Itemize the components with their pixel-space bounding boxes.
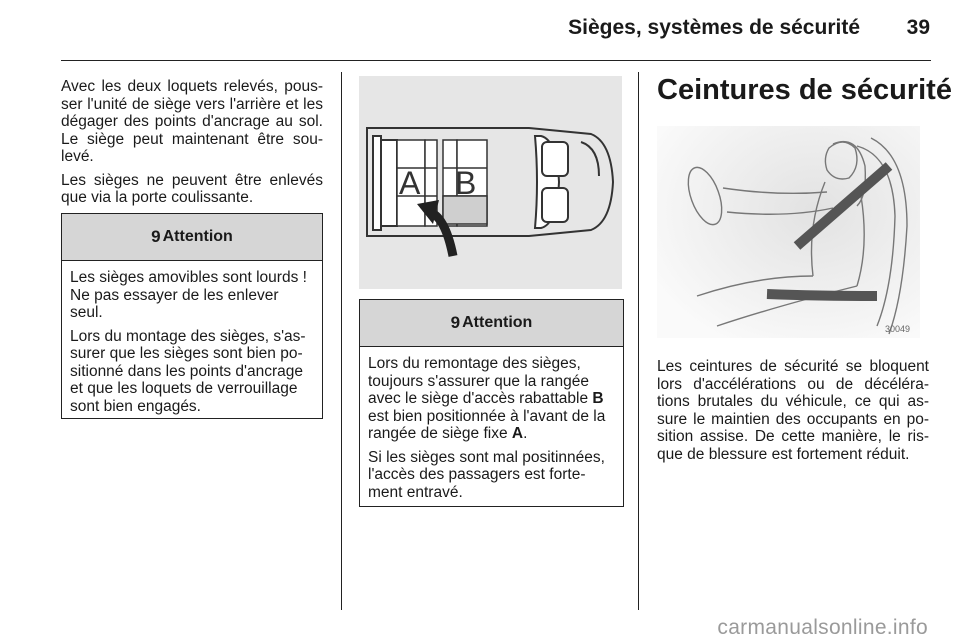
warning-text: Lors du remontage des sièges, toujours s'assurer que la rangée avec le siège d'accès rabattable xyxy=(368,355,593,407)
seat-layout-figure xyxy=(359,76,622,289)
warning-title: Attention xyxy=(162,228,233,245)
warning-icon: 9 xyxy=(151,227,161,246)
warning-header xyxy=(62,214,322,261)
section-title: Ceintures de sécurité xyxy=(657,74,952,106)
warning-icon: 9 xyxy=(450,313,461,332)
figure-code: 30049 xyxy=(885,324,911,334)
warning-paragraph: Lors du montage des sièges, s'as-surer que les sièges sont bien po-sitionné dans les points d'ancrage et que les loquets de verrouillage sont bien engagés. xyxy=(70,327,306,415)
page-number: 39 xyxy=(906,16,930,39)
watermark-text: carmanualsonline.info xyxy=(717,616,928,639)
body-paragraph: Les sièges ne peuvent être enlevés que via la porte coulissante. xyxy=(61,171,323,206)
warning-header xyxy=(360,300,623,347)
warning-paragraph: Si les sièges sont mal positinnées, l'accès des passagers est forte-ment entravé. xyxy=(368,448,605,501)
seat-label-a: A xyxy=(399,165,421,201)
van-topview-diagram xyxy=(359,76,622,289)
warning-title: Attention xyxy=(462,314,533,331)
warning-body xyxy=(360,347,623,513)
header-rule xyxy=(61,60,931,61)
body-paragraph: Avec les deux loquets relevés, pous-ser l'unité de siège vers l'arrière et les dégager des points d'ancrage au sol. Le siège peut maintenant être sou-levé. xyxy=(61,78,323,165)
warning-box xyxy=(61,213,323,419)
column-divider-2 xyxy=(638,72,639,610)
column-3-text xyxy=(657,358,929,469)
warning-seat-b: B xyxy=(592,390,604,407)
body-paragraph: Les ceintures de sécurité se bloquent lors d'accélérations ou de décéléra-tions brutales du véhicule, ce qui as-sure le maintien des occupants en po-sition assise. De cette manière, le ris-que de blessure est fortement réduit. xyxy=(657,358,929,463)
warning-text: est bien positionnée à l'avant de la rangée de siège fixe xyxy=(368,407,606,442)
column-1 xyxy=(61,78,323,213)
page-header-title: Sièges, systèmes de sécurité xyxy=(568,16,860,39)
driver-seatbelt-illustration xyxy=(657,126,920,338)
column-divider-1 xyxy=(341,72,342,610)
warning-text: . xyxy=(523,425,528,442)
seatbelt-figure xyxy=(657,126,920,338)
warning-paragraph xyxy=(368,355,615,443)
warning-box xyxy=(359,299,624,507)
warning-paragraph: Les sièges amovibles sont lourds ! Ne pas essayer de les enlever seul. xyxy=(70,269,307,321)
warning-body xyxy=(62,261,322,427)
warning-seat-a: A xyxy=(511,425,524,442)
seat-label-b: B xyxy=(455,165,477,201)
